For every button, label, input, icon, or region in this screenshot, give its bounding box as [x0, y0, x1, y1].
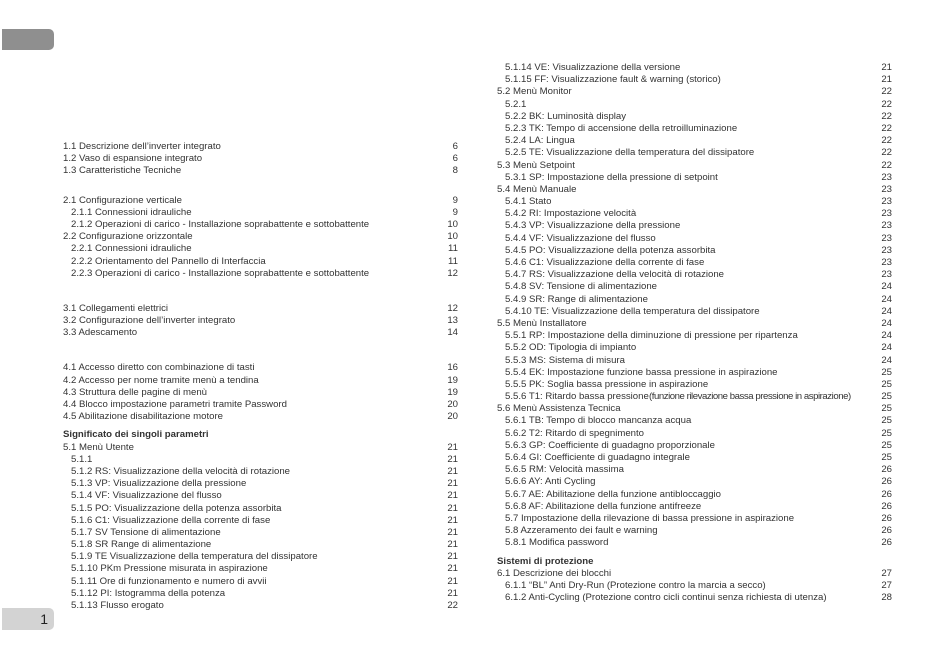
toc-entry-title: 5.1.1 [71, 453, 93, 465]
toc-page-number: 26 [881, 525, 892, 537]
toc-entry-title: 5.1.12 PI: Istogramma della potenza [71, 587, 226, 599]
toc-entry[interactable] [497, 318, 892, 330]
toc-entry-title: 5.1.10 PKm Pressione misurata in aspirazione [71, 563, 268, 575]
toc-entry[interactable] [63, 600, 458, 612]
toc-page-number: 12 [447, 267, 458, 279]
toc-page-number: 22 [447, 600, 458, 611]
toc-entry-title: 5.5.6 T1: Ritardo bassa pressione [505, 391, 649, 403]
toc-page-number: 23 [881, 244, 892, 256]
toc-entry[interactable] [63, 256, 458, 268]
toc-entry-title: 5.8.1 Modifica password [505, 537, 609, 549]
toc-page-number: 25 [881, 452, 892, 463]
toc-entry-title: 2.2.2 Orientamento del Pannello di Interfaccia [71, 255, 266, 267]
toc-entry-title: 1.3 Caratteristiche Tecniche [63, 165, 182, 177]
toc-entry[interactable] [63, 375, 458, 387]
toc-entry-title: 5.2.1 [505, 98, 527, 110]
toc-entry[interactable] [497, 501, 892, 513]
toc-page-number: 27 [881, 579, 892, 591]
toc-entry-title: 3.2 Configurazione dell’inverter integrato [63, 315, 236, 327]
toc-entry[interactable] [497, 172, 892, 184]
toc-page-number: 13 [447, 315, 458, 327]
toc-page-number: 25 [881, 439, 892, 451]
toc-entry-title: 5.7 Impostazione della rilevazione di bassa pressione in aspirazione [505, 512, 795, 524]
toc-entry[interactable] [497, 281, 892, 293]
toc-entry[interactable] [63, 588, 458, 600]
toc-entry-title: 5.2.2 BK: Luminosità display [505, 110, 627, 122]
toc-entry[interactable] [497, 123, 892, 135]
toc-entry-title: 6.1.2 Anti-Cycling (Protezione contro cicli continui senza richiesta di utenza) [505, 592, 827, 604]
toc-entry-title: 5.4.8 SV: Tensione di alimentazione [505, 281, 657, 293]
toc-page-number: 22 [881, 98, 892, 110]
toc-entry-title: 2.2.1 Connessioni idrauliche [71, 243, 192, 255]
toc-page-number: 22 [881, 147, 892, 159]
toc-entry[interactable] [497, 111, 892, 123]
toc-page-number: 8 [452, 165, 458, 177]
toc-page-number: 26 [881, 500, 892, 512]
toc-entry-title: 5.4.3 VP: Visualizzazione della pressione [505, 220, 681, 232]
toc-entry-title: 5.6.1 TB: Tempo di blocco mancanza acqua [505, 415, 692, 427]
toc-entry[interactable] [63, 165, 458, 177]
toc-entry-title: 5.1.4 VF: Visualizzazione del flusso [71, 490, 222, 502]
toc-entry[interactable] [497, 525, 892, 537]
toc-page-number: 26 [881, 537, 892, 549]
toc-entry-title: 5.6.7 AE: Abilitazione della funzione antibloccaggio [505, 488, 722, 500]
toc-entry[interactable] [497, 160, 892, 172]
toc-entry[interactable] [63, 503, 458, 515]
toc-entry-title: 5.4.7 RS: Visualizzazione della velocità di rotazione [505, 269, 725, 281]
page-number: 1 [40, 611, 48, 627]
toc-entry-title: 4.2 Accesso per nome tramite menù a tendina [63, 374, 259, 386]
toc-entry[interactable] [497, 379, 892, 391]
toc-entry-title: 5.1.15 FF: Visualizzazione fault & warning (storico) [505, 74, 721, 86]
toc-entry[interactable] [497, 537, 892, 549]
toc-page-number: 19 [447, 386, 458, 398]
toc-entry-title: 5.6.6 AY: Anti Cycling [505, 476, 596, 488]
toc-entry[interactable] [497, 233, 892, 245]
toc-entry-title: 5.6.2 T2: Ritardo di spegnimento [505, 427, 645, 439]
toc-page-number: 21 [447, 587, 458, 599]
toc-entry-title: 1.2 Vaso di espansione integrato [63, 153, 203, 165]
toc-page-number: 24 [881, 330, 892, 342]
toc-page-number: 24 [881, 317, 892, 329]
toc-entry-title: 4.5 Abilitazione disabilitazione motore [63, 411, 223, 423]
toc-entry[interactable] [63, 539, 458, 551]
toc-page-number: 26 [881, 488, 892, 500]
toc-entry-title: Significato dei singoli parametri [63, 429, 209, 441]
toc-entry-title: 5.2 Menù Monitor [497, 86, 572, 98]
page-number-badge [2, 608, 54, 630]
toc-entry-title: 5.2.4 LA: Lingua [505, 135, 575, 147]
toc-entry-title-note: (funzione rilevazione bassa pressione in aspirazione) [649, 391, 851, 403]
toc-page-number: 25 [881, 366, 892, 378]
spacer [63, 280, 458, 297]
toc-page-number: 23 [881, 183, 892, 195]
toc-page-number: 23 [881, 257, 892, 268]
toc-entry[interactable] [497, 99, 892, 111]
toc-entry[interactable] [63, 527, 458, 539]
toc-page-number: 26 [881, 464, 892, 476]
toc-entry[interactable] [497, 306, 892, 318]
toc-entry[interactable] [497, 513, 892, 525]
toc-page-number: 25 [881, 427, 892, 439]
toc-entry-title: 5.6.4 GI: Coefficiente di guadagno integrale [505, 452, 690, 463]
toc-page-number: 23 [881, 269, 892, 281]
toc-entry[interactable] [63, 153, 458, 165]
toc-page-number: 21 [447, 453, 458, 465]
toc-page-number: 21 [447, 478, 458, 490]
toc-entry-title: 5.6 Menù Assistenza Tecnica [497, 403, 621, 415]
spacer [63, 339, 458, 356]
toc-page-number: 21 [447, 441, 458, 453]
toc-page-number: 26 [881, 476, 892, 488]
toc-entry[interactable] [497, 367, 892, 379]
spacer [63, 178, 458, 195]
toc-entry-title: 2.2 Configurazione orizzontale [63, 231, 193, 243]
toc-page-number: 21 [447, 539, 458, 551]
toc-page-number: 23 [881, 171, 892, 183]
toc-entry[interactable] [63, 207, 458, 219]
toc-page-number: 11 [448, 243, 458, 255]
toc-entry-title: 5.1.13 Flusso erogato [71, 600, 164, 611]
toc-page-number: 24 [881, 342, 892, 354]
toc-entry[interactable] [63, 219, 458, 231]
toc-page-number: 22 [881, 86, 892, 98]
toc-entry[interactable] [497, 592, 892, 604]
toc-entry-title: 5.1.2 RS: Visualizzazione della velocità di rotazione [71, 465, 291, 477]
toc-page-number: 22 [881, 135, 892, 147]
toc-entry[interactable] [497, 355, 892, 367]
toc-entry-title: Sistemi di protezione [497, 555, 594, 567]
toc-entry[interactable] [63, 454, 458, 466]
toc-entry-title: 5.5.2 OD: Tipologia di impianto [505, 342, 637, 354]
toc-entry-title: 5.5.1 RP: Impostazione della diminuzione di pressione per ripartenza [505, 330, 798, 342]
toc-page-number: 10 [447, 218, 458, 230]
toc-entry[interactable] [63, 576, 458, 588]
toc-page-number: 9 [452, 206, 458, 218]
toc-page-number: 14 [447, 327, 458, 339]
toc-entry[interactable] [63, 411, 458, 423]
toc-entry[interactable] [497, 440, 892, 452]
toc-entry-title: 3.1 Collegamenti elettrici [63, 302, 169, 314]
toc-entry[interactable] [63, 490, 458, 502]
toc-entry-title: 2.1.1 Connessioni idrauliche [71, 206, 192, 218]
toc-page-number: 11 [448, 255, 458, 267]
toc-entry-title: 1.1 Descrizione dell’inverter integrato [63, 141, 221, 152]
toc-page-number: 21 [447, 490, 458, 502]
toc-entry[interactable] [63, 466, 458, 478]
toc-entry-title: 5.6.5 RM: Velocità massima [505, 464, 624, 476]
toc-page-number: 6 [452, 153, 458, 165]
toc-entry[interactable] [497, 476, 892, 488]
toc-entry-title: 5.4.5 PO: Visualizzazione della potenza assorbita [505, 244, 716, 256]
toc-entry[interactable] [497, 62, 892, 74]
toc-page-number: 21 [447, 465, 458, 477]
toc-entry-title: 3.3 Adescamento [63, 327, 138, 339]
toc-entry[interactable] [63, 563, 458, 575]
toc-section-heading[interactable] [497, 556, 892, 568]
toc-page-number: 9 [452, 194, 458, 206]
toc-page-number: 22 [881, 110, 892, 122]
toc-entry-title: 5.5.4 EK: Impostazione funzione bassa pressione in aspirazione [505, 366, 778, 378]
toc-entry-title: 4.4 Blocco impostazione parametri tramite Password [63, 399, 287, 410]
toc-entry[interactable] [497, 269, 892, 281]
toc-page-number: 23 [881, 208, 892, 220]
toc-entry-title: 5.4.1 Stato [505, 196, 552, 208]
toc-entry[interactable] [497, 86, 892, 98]
toc-entry-title: 5.4.9 SR: Range di alimentazione [505, 293, 648, 305]
toc-entry-title: 5.1 Menù Utente [63, 441, 134, 453]
toc-entry-title: 5.5 Menù Installatore [497, 317, 587, 329]
toc-entry[interactable] [63, 551, 458, 563]
toc-entry-title: 6.1.1 “BL” Anti Dry-Run (Protezione contro la marcia a secco) [505, 579, 766, 591]
toc-entry-title: 2.2.3 Operazioni di carico - Installazione soprabattente e sottobattente [71, 267, 370, 279]
toc-entry-title: 6.1 Descrizione dei blocchi [497, 567, 612, 579]
toc-left-column [63, 141, 458, 612]
toc-entry[interactable] [63, 315, 458, 327]
toc-entry[interactable] [63, 327, 458, 339]
toc-page-number: 16 [447, 362, 458, 374]
toc-page-number: 22 [881, 159, 892, 171]
toc-page-number: 21 [447, 575, 458, 587]
toc-page-number: 21 [447, 551, 458, 563]
toc-page-number: 25 [881, 403, 892, 415]
toc-entry[interactable] [497, 184, 892, 196]
toc-entry[interactable] [63, 442, 458, 454]
toc-page-number: 22 [881, 122, 892, 134]
toc-page-number: 20 [447, 399, 458, 410]
toc-page-number: 19 [447, 374, 458, 386]
toc-entry-title: 5.2.5 TE: Visualizzazione della temperatura del dissipatore [505, 147, 755, 159]
toc-page-number: 21 [881, 74, 892, 86]
toc-page-number: 23 [881, 220, 892, 232]
toc-entry[interactable] [497, 452, 892, 464]
toc-entry[interactable] [63, 362, 458, 374]
toc-page-number: 25 [881, 391, 892, 403]
toc-entry[interactable] [497, 580, 892, 592]
toc-entry[interactable] [497, 391, 892, 403]
toc-entry-title: 5.5.5 PK: Soglia bassa pressione in aspirazione [505, 378, 709, 390]
toc-entry[interactable] [497, 342, 892, 354]
toc-entry[interactable] [63, 515, 458, 527]
toc-entry-title: 4.3 Struttura delle pagine di menù [63, 386, 207, 398]
toc-entry-title: 5.4.6 C1: Visualizzazione della corrente di fase [505, 257, 705, 268]
toc-entry[interactable] [497, 208, 892, 220]
toc-entry[interactable] [63, 195, 458, 207]
toc-page-number: 6 [452, 141, 458, 152]
toc-entry-title: 5.1.14 VE: Visualizzazione della versione [505, 62, 681, 73]
toc-entry[interactable] [497, 330, 892, 342]
toc-entry[interactable] [497, 403, 892, 415]
toc-entry-title: 5.4.4 VF: Visualizzazione del flusso [505, 232, 656, 244]
toc-entry-title: 2.1.2 Operazioni di carico - Installazione soprabattente e sottobattente [71, 218, 370, 230]
toc-page-number: 25 [881, 415, 892, 427]
toc-page-number: 24 [881, 281, 892, 293]
toc-entry-title: 5.3.1 SP: Impostazione della pressione di setpoint [505, 171, 718, 183]
toc-entry[interactable] [63, 268, 458, 280]
toc-entry[interactable] [497, 464, 892, 476]
toc-entry-title: 5.1.7 SV Tensione di alimentazione [71, 526, 221, 538]
toc-entry[interactable] [63, 141, 458, 153]
toc-entry[interactable] [497, 415, 892, 427]
toc-page-number: 23 [881, 232, 892, 244]
toc-entry[interactable] [497, 489, 892, 501]
toc-page-number: 10 [447, 231, 458, 243]
toc-entry[interactable] [63, 243, 458, 255]
toc-page-number: 27 [881, 567, 892, 579]
toc-page-number: 24 [881, 305, 892, 317]
toc-entry-title: 5.3 Menù Setpoint [497, 159, 575, 171]
toc-entry-title: 5.1.8 SR Range di alimentazione [71, 539, 212, 551]
toc-entry[interactable] [497, 428, 892, 440]
toc-entry[interactable] [63, 303, 458, 315]
toc-entry[interactable] [63, 387, 458, 399]
toc-page-number: 25 [881, 378, 892, 390]
toc-page-number: 23 [881, 196, 892, 208]
toc-entry[interactable] [63, 399, 458, 411]
toc-entry[interactable] [497, 568, 892, 580]
toc-entry-title: 5.4 Menù Manuale [497, 183, 577, 195]
toc-entry-title: 5.1.11 Ore di funzionamento e numero di avvii [71, 575, 267, 587]
toc-entry[interactable] [497, 245, 892, 257]
toc-entry-title: 5.8 Azzeramento dei fault e warning [505, 525, 658, 537]
toc-page-number: 24 [881, 354, 892, 366]
toc-entry-title: 5.5.3 MS: Sistema di misura [505, 354, 625, 366]
toc-entry[interactable] [497, 74, 892, 86]
toc-right-column [497, 62, 892, 604]
toc-entry-title: 5.6.3 GP: Coefficiente di guadagno proporzionale [505, 439, 715, 451]
toc-entry-title: 5.6.8 AF: Abilitazione della funzione antifreeze [505, 500, 702, 512]
toc-entry-title: 5.4.2 RI: Impostazione velocità [505, 208, 637, 220]
toc-page-number: 26 [881, 512, 892, 524]
toc-entry-title: 2.1 Configurazione verticale [63, 194, 182, 206]
toc-entry[interactable] [63, 231, 458, 243]
toc-section-heading[interactable] [63, 429, 458, 441]
toc-page-number: 21 [447, 514, 458, 526]
toc-entry-title: 5.1.3 VP: Visualizzazione della pressione [71, 478, 247, 490]
toc-entry[interactable] [497, 220, 892, 232]
toc-page-number: 28 [881, 592, 892, 604]
toc-entry-title: 5.4.10 TE: Visualizzazione della temperatura del dissipatore [505, 305, 760, 317]
toc-entry-title: 5.1.9 TE Visualizzazione della temperatura del dissipatore [71, 551, 318, 563]
toc-entry[interactable] [497, 196, 892, 208]
toc-entry-title: 5.1.5 PO: Visualizzazione della potenza assorbita [71, 502, 282, 514]
toc-entry[interactable] [497, 135, 892, 147]
toc-entry-title: 5.1.6 C1: Visualizzazione della corrente di fase [71, 514, 271, 526]
toc-page-number: 20 [447, 411, 458, 423]
toc-page-number: 21 [447, 563, 458, 575]
toc-page-number: 21 [881, 62, 892, 73]
toc-entry-title: 5.2.3 TK: Tempo di accensione della retroilluminazione [505, 122, 738, 134]
toc-entry[interactable] [497, 147, 892, 159]
toc-page-number: 12 [447, 302, 458, 314]
toc-page-number: 21 [447, 502, 458, 514]
toc-entry-title: 4.1 Accesso diretto con combinazione di tasti [63, 362, 255, 374]
toc-page-number: 21 [447, 526, 458, 538]
toc-page-number: 24 [881, 293, 892, 305]
toc-entry[interactable] [497, 257, 892, 269]
chapter-tab [2, 29, 54, 50]
toc-entry[interactable] [63, 478, 458, 490]
toc-entry[interactable] [497, 294, 892, 306]
